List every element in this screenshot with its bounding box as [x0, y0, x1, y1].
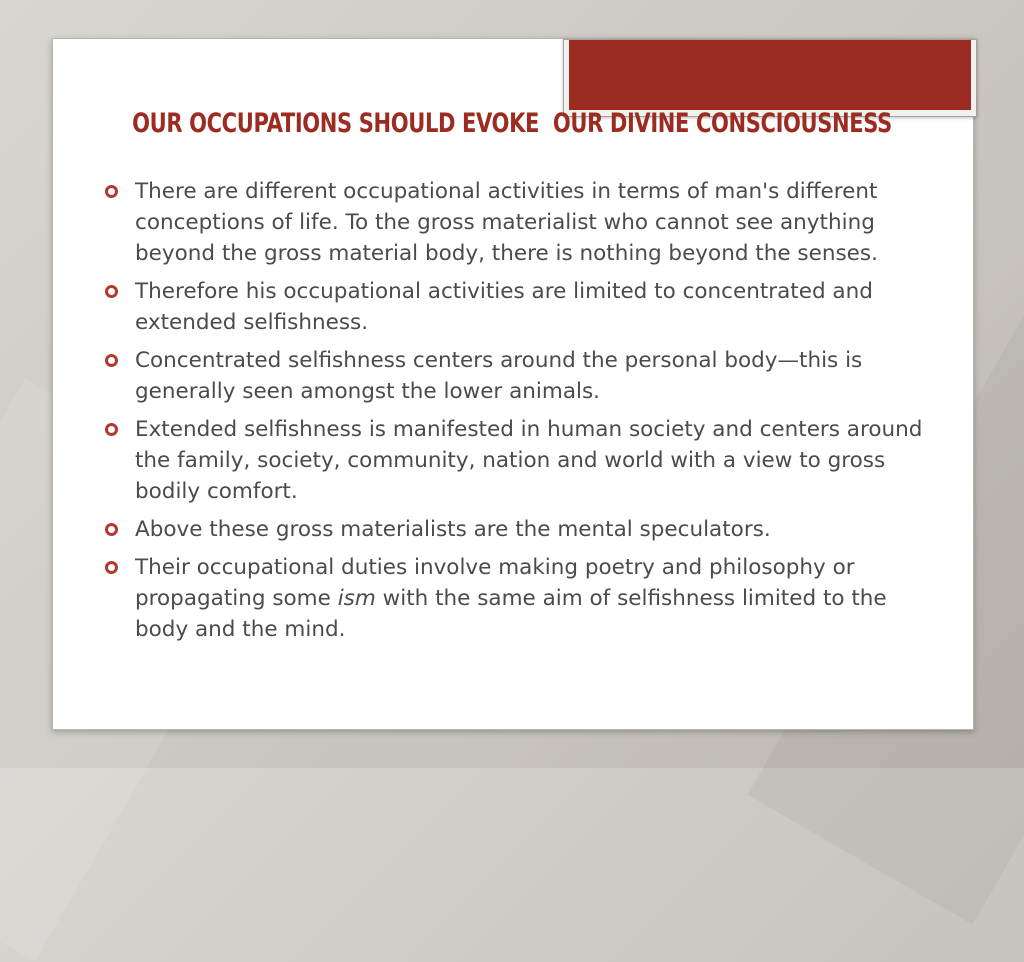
bullet-text: There are different occupational activities in terms of man's different conceptions of life. To the gross materialist who cannot see anything beyond the gross material body, there is nothing beyond the senses. [135, 179, 878, 266]
ring-bullet-icon [105, 561, 118, 574]
bullet-text-part: Their occupational duties involve making poetry and philosophy or propagating some [135, 555, 855, 611]
bullet-text [135, 555, 887, 642]
ring-bullet-icon [105, 185, 118, 198]
bullet-text: Above these gross materialists are the mental speculators. [135, 517, 771, 542]
bullet-item [104, 345, 934, 407]
bullet-item [104, 552, 934, 645]
accent-bar [569, 40, 971, 110]
ring-bullet-icon [105, 523, 118, 536]
bullet-text: Therefore his occupational activities are limited to concentrated and extended selfishness. [135, 279, 873, 335]
bullet-item [104, 514, 934, 545]
bullet-item [104, 276, 934, 338]
bullet-text: Concentrated selfishness centers around the personal body—this is generally seen amongst the lower animals. [135, 348, 863, 404]
ring-bullet-icon [105, 285, 118, 298]
bullet-item [104, 176, 934, 269]
bullet-text-part: with the same aim of selfishness limited to the body and the mind. [135, 586, 887, 642]
bullet-item [104, 414, 934, 507]
bullet-text: Extended selfishness is manifested in human society and centers around the family, society, community, nation and world with a view to gross bodily comfort. [135, 417, 923, 504]
ring-bullet-icon [105, 354, 118, 367]
accent-frame [563, 39, 977, 117]
bullet-text-italic: ism [337, 586, 376, 611]
ring-bullet-icon [105, 423, 118, 436]
slide-title: OUR OCCUPATIONS SHOULD EVOKE OUR DIVINE CONSCIOUSNESS [132, 108, 892, 139]
bullet-list [104, 176, 934, 652]
